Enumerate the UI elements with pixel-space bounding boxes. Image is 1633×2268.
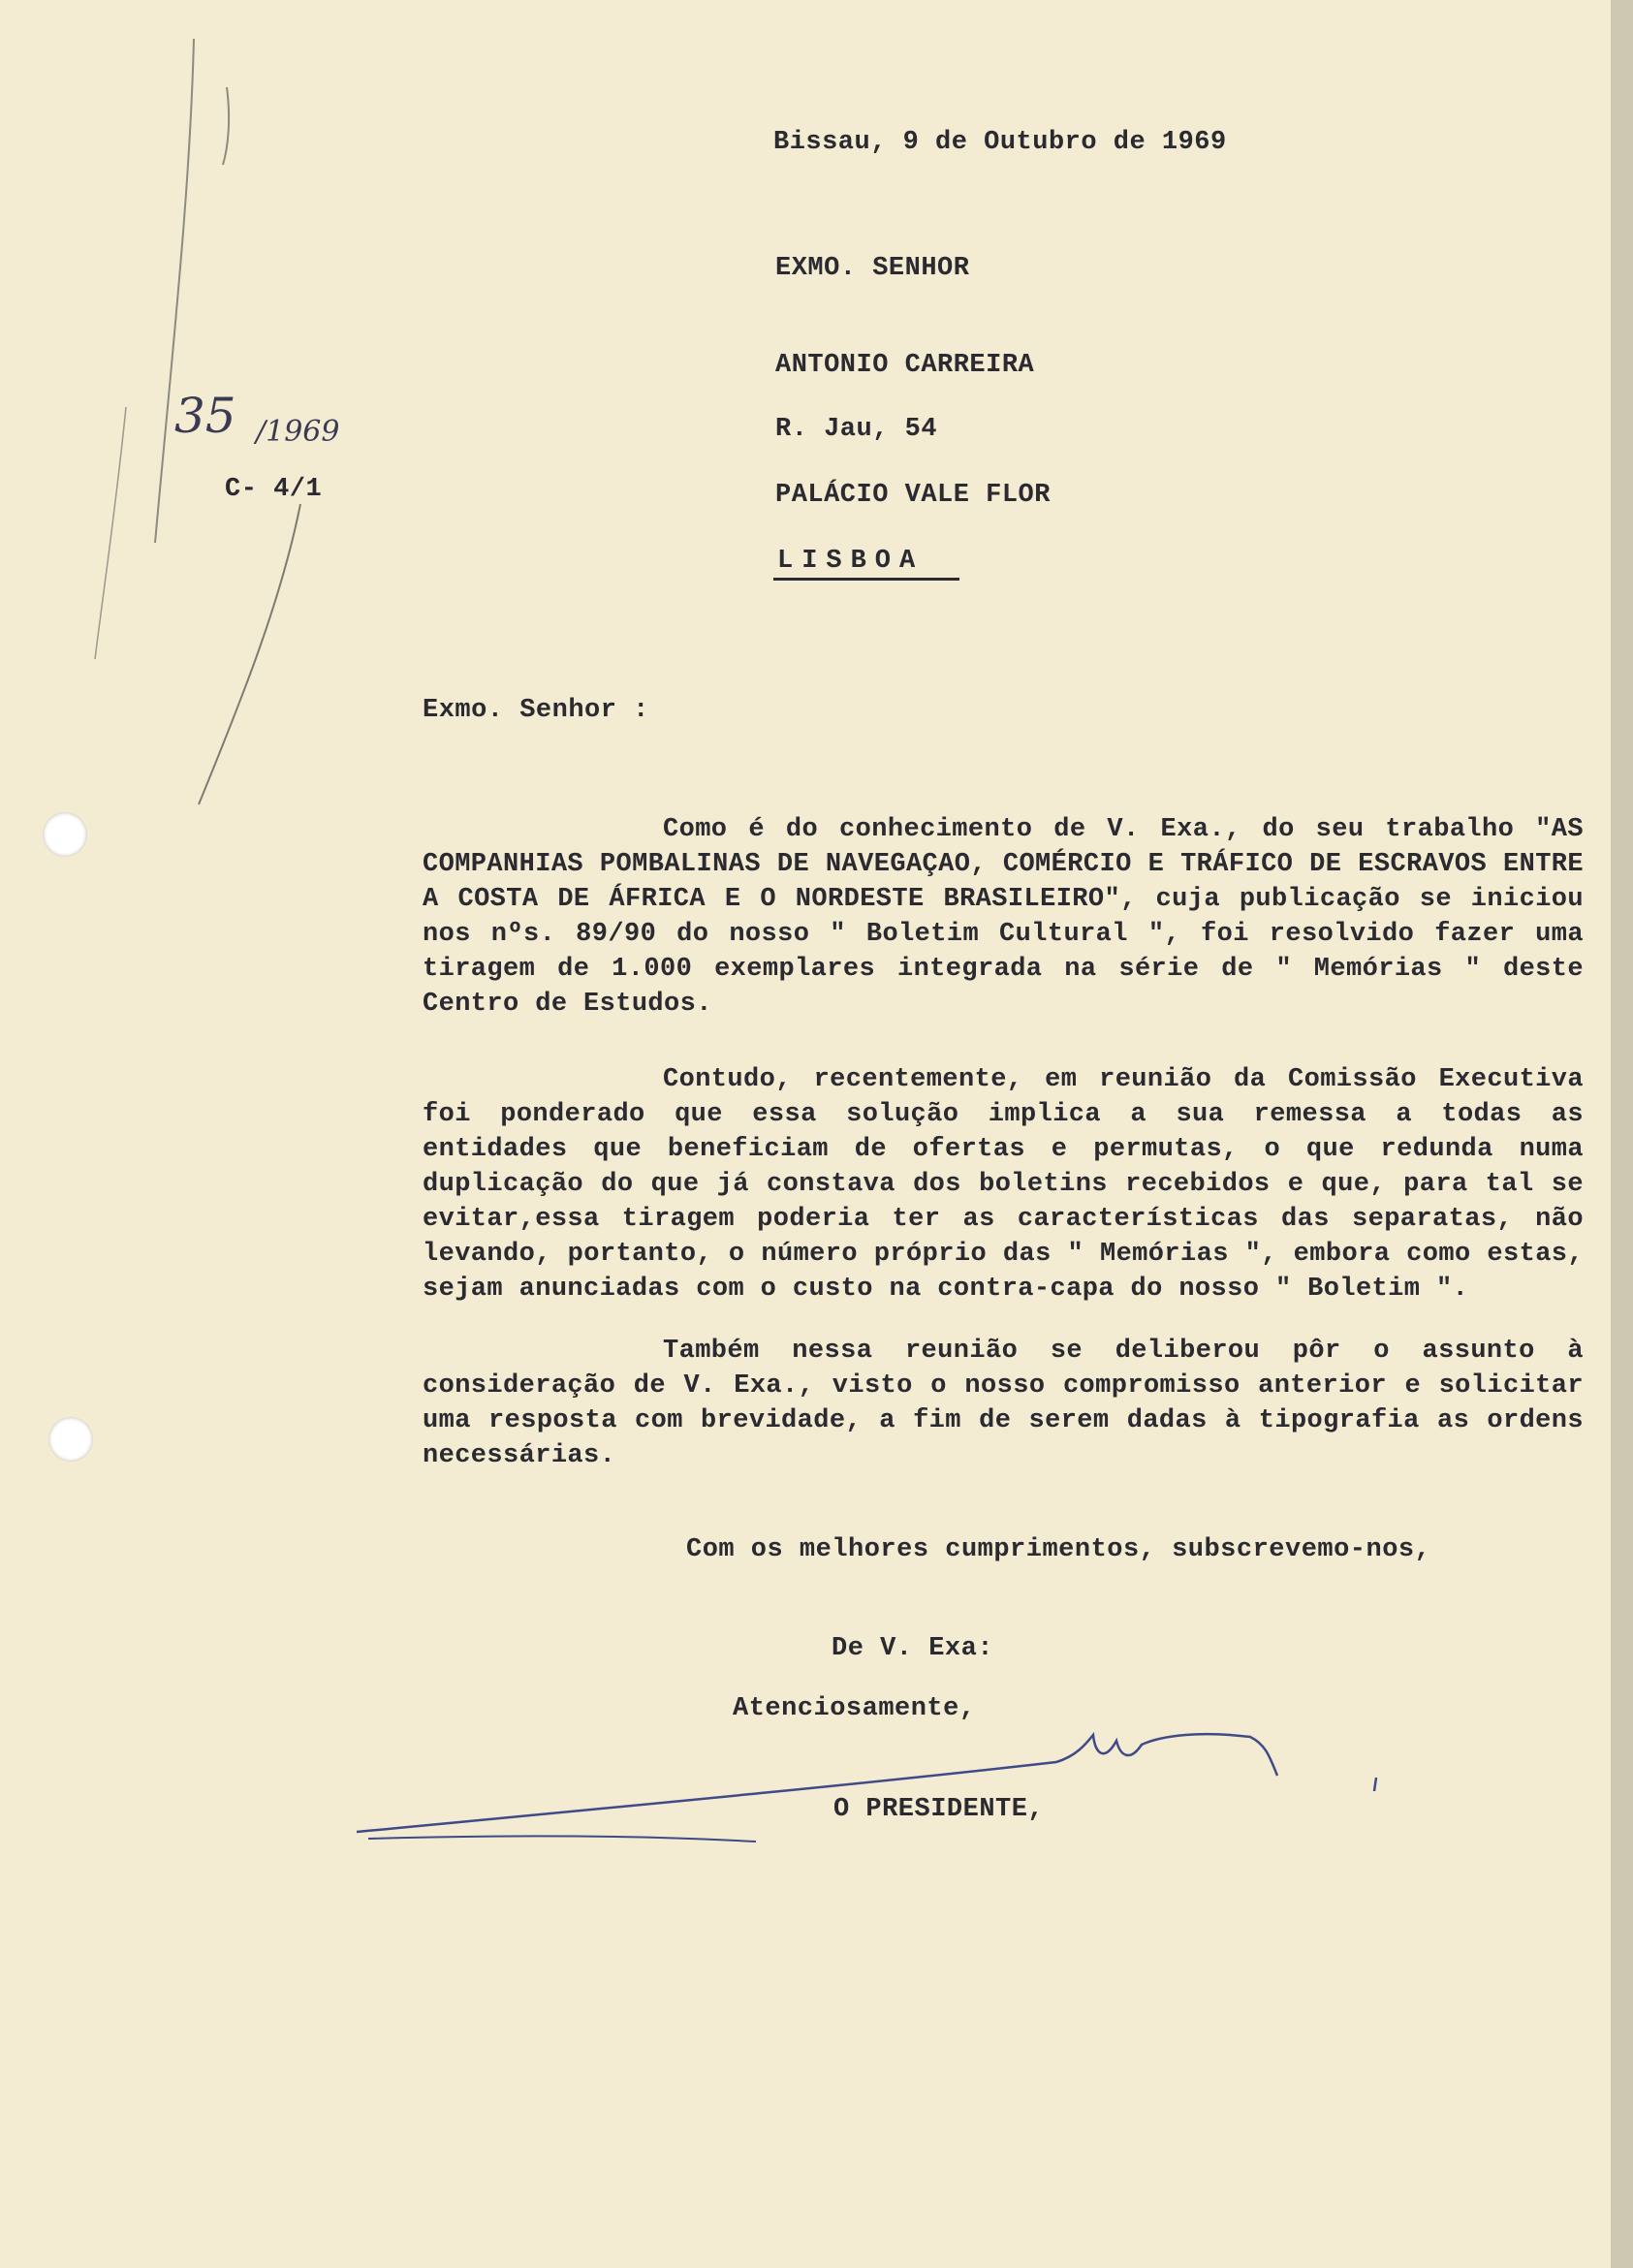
body-paragraph-3: Também nessa reunião se deliberou pôr o assunto à consideração de V. Exa., visto o nosso compromisso anterior e solicitar uma resposta com brevidade, a fim de serem dadas à tipografia as ordens necessárias. [423, 1337, 1584, 1470]
body-paragraph-2: Contudo, recentemente, em reunião da Comissão Executiva foi ponderado que essa solução implica a sua remessa a todas as entidades que beneficiam de ofertas e permutas, o que redunda numa duplicação do que já constava dos boletins recebidos e que, para tal se evitar,essa tiragem poderia ter as características das separatas, não levando, portanto, o número próprio das " Memórias ", embora como estas, sejam anunciadas com o custo na contra-capa do nosso " Boletim ". [423, 1065, 1584, 1304]
recipient-street: R. Jau, 54 [775, 415, 938, 444]
signatory-title: O PRESIDENTE, [833, 1795, 1045, 1824]
recipient-building: PALÁCIO VALE FLOR [775, 481, 1051, 510]
reference-year-handwritten: /1969 [256, 415, 340, 449]
greeting: Exmo. Senhor : [423, 696, 649, 725]
recipient-name: ANTONIO CARREIRA [775, 351, 1035, 380]
reference-number-handwritten: 35 [174, 388, 236, 444]
recipient-salutation-line: EXMO. SENHOR [775, 254, 970, 283]
reference-code: C- 4/1 [225, 475, 323, 504]
body-paragraph-1: Como é do conhecimento de V. Exa., do seu trabalho "AS COMPANHIAS POMBALINAS DE NAVEGAÇAO, COMÉRCIO E TRÁFICO DE ESCRAVOS ENTRE A COSTA DE ÁFRICA E O NORDESTE BRASILEIRO", cuja publicação se iniciou nos nºs. 89/90 do nosso " Boletim Cultural ", foi resolvido fazer uma tiragem de 1.000 exemplares integrada na série de " Memórias " deste Centro de Estudos. [423, 815, 1584, 1019]
regards: Atenciosamente, [733, 1694, 976, 1723]
de-v-exa: De V. Exa: [832, 1634, 994, 1663]
place-date: Bissau, 9 de Outubro de 1969 [773, 128, 1227, 157]
recipient-city: LISBOA [777, 547, 925, 576]
closing-line: Com os melhores cumprimentos, subscrevemo-nos, [686, 1535, 1431, 1564]
